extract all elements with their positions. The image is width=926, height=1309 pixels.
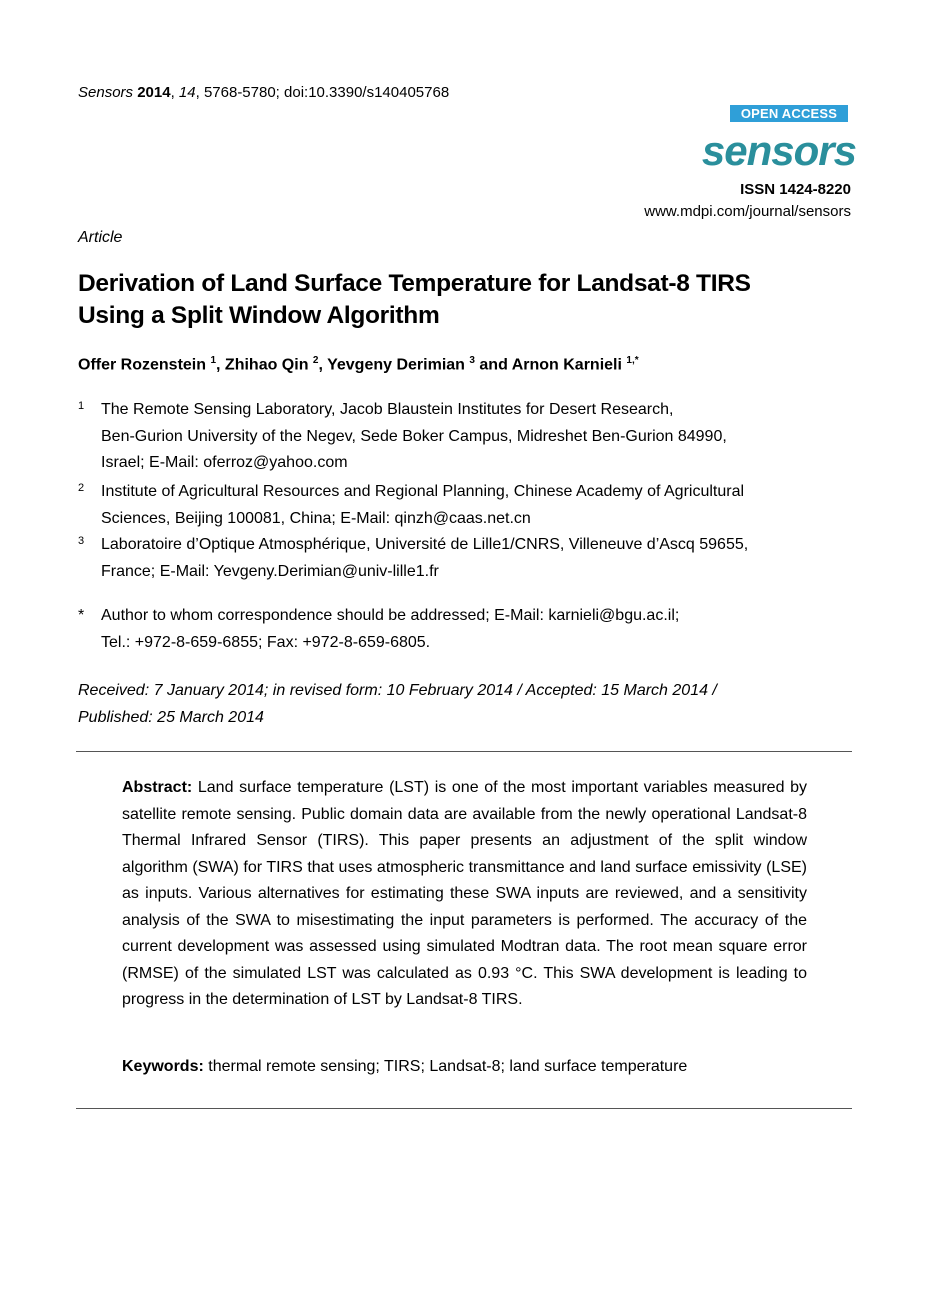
- affiliation-mark: 2: [78, 482, 85, 494]
- affiliation-mark: 1: [78, 400, 85, 412]
- paper-title: [78, 268, 858, 332]
- issn: ISSN 1424-8220: [740, 181, 851, 198]
- author-name: Arnon Karnieli: [511, 356, 627, 374]
- divider: [76, 1108, 852, 1109]
- abstract: [122, 775, 807, 1014]
- affiliation-line: Laboratoire d’Optique Atmosphérique, Université de Lille1/CNRS, Villeneuve d’Ascq 59655,: [101, 536, 749, 553]
- open-access-badge: OPEN ACCESS: [730, 105, 848, 122]
- keywords-text: thermal remote sensing; TIRS; Landsat-8; land surface temperature: [203, 1058, 688, 1075]
- author-affil-sup: 1: [210, 355, 217, 366]
- affiliation-3: [78, 532, 838, 585]
- author-name: Yevgeny Derimian: [327, 356, 470, 374]
- keywords: [122, 1058, 687, 1076]
- publication-dates: [78, 678, 838, 731]
- citation-volume: 14: [178, 84, 196, 101]
- affiliation-line: Ben-Gurion University of the Negev, Sede Boker Campus, Midreshet Ben-Gurion 84990,: [101, 427, 727, 445]
- citation-line: Sensors 2014, 14, 5768-5780; doi:10.3390/s140405768: [78, 84, 450, 101]
- affiliation-line: The Remote Sensing Laboratory, Jacob Blaustein Institutes for Desert Research,: [101, 401, 674, 418]
- dates-line: Received: 7 January 2014; in revised form: 10 February 2014 / Accepted: 15 March 2014 /: [78, 682, 717, 699]
- affiliation-mark: 3: [78, 535, 85, 547]
- journal-url[interactable]: www.mdpi.com/journal/sensors: [644, 203, 851, 220]
- author-sep: and: [474, 356, 512, 374]
- citation-rest: , 5768-5780; doi:10.3390/s140405768: [195, 84, 450, 101]
- author-sep: ,: [318, 356, 328, 374]
- affiliation-1: [78, 397, 838, 477]
- affiliation-2: [78, 479, 838, 532]
- title-line: Derivation of Land Surface Temperature for Landsat-8 TIRS: [78, 270, 751, 297]
- author-list: [78, 355, 639, 374]
- author-sep: ,: [216, 356, 225, 374]
- affiliation-line: Tel.: +972-8-659-6855; Fax: +972-8-659-6805.: [101, 633, 431, 651]
- author-name: Offer Rozenstein: [78, 356, 211, 374]
- abstract-text: Land surface temperature (LST) is one of the most important variables measured by satellite remote sensing. Public domain data are available from the newly operational Landsat-8 Thermal Infrared Sensor (TIRS). This paper presents an adjustment of the split window algorithm (SWA) for TIRS that uses atmospheric transmittance and land surface emissivity (LSE) as inputs. Various alternatives for estimating these SWA inputs are reviewed, and a sensitivity analysis of the SWA to misestimating the input parameters is performed. The accuracy of the current development was assessed using simulated Modtran data. The root mean square error (RMSE) of the simulated LST was calculated as 0.93 °C. This SWA development is leading to progress in the determination of LST by Landsat-8 TIRS.: [122, 779, 808, 1008]
- citation-year: 2014: [137, 84, 171, 101]
- journal-logo: sensors: [701, 127, 856, 174]
- affiliation-mark: *: [78, 607, 85, 624]
- affiliation-line: France; E-Mail: Yevgeny.Derimian@univ-lille1.fr: [101, 562, 439, 580]
- citation-journal: Sensors: [78, 84, 134, 101]
- affiliation-line: Author to whom correspondence should be addressed; E-Mail: karnieli@bgu.ac.il;: [101, 607, 680, 624]
- author-affil-sup: 3: [469, 355, 475, 366]
- article-type: Article: [78, 229, 123, 246]
- keywords-label: Keywords:: [122, 1058, 204, 1075]
- divider: [76, 751, 852, 752]
- abstract-label: Abstract:: [122, 779, 193, 796]
- dates-line: Published: 25 March 2014: [78, 708, 264, 726]
- affiliation-line: Sciences, Beijing 100081, China; E-Mail: qinzh@caas.net.cn: [101, 509, 531, 527]
- affiliation-line: Israel; E-Mail: oferroz@yahoo.com: [101, 454, 348, 471]
- correspondence: [78, 603, 838, 656]
- affiliation-line: Institute of Agricultural Resources and Regional Planning, Chinese Academy of Agricultural: [101, 483, 745, 500]
- author-affil-sup: 1,*: [626, 355, 639, 366]
- author-name: Zhihao Qin: [224, 356, 313, 374]
- author-affil-sup: 2: [312, 355, 319, 366]
- title-line: Using a Split Window Algorithm: [78, 302, 440, 329]
